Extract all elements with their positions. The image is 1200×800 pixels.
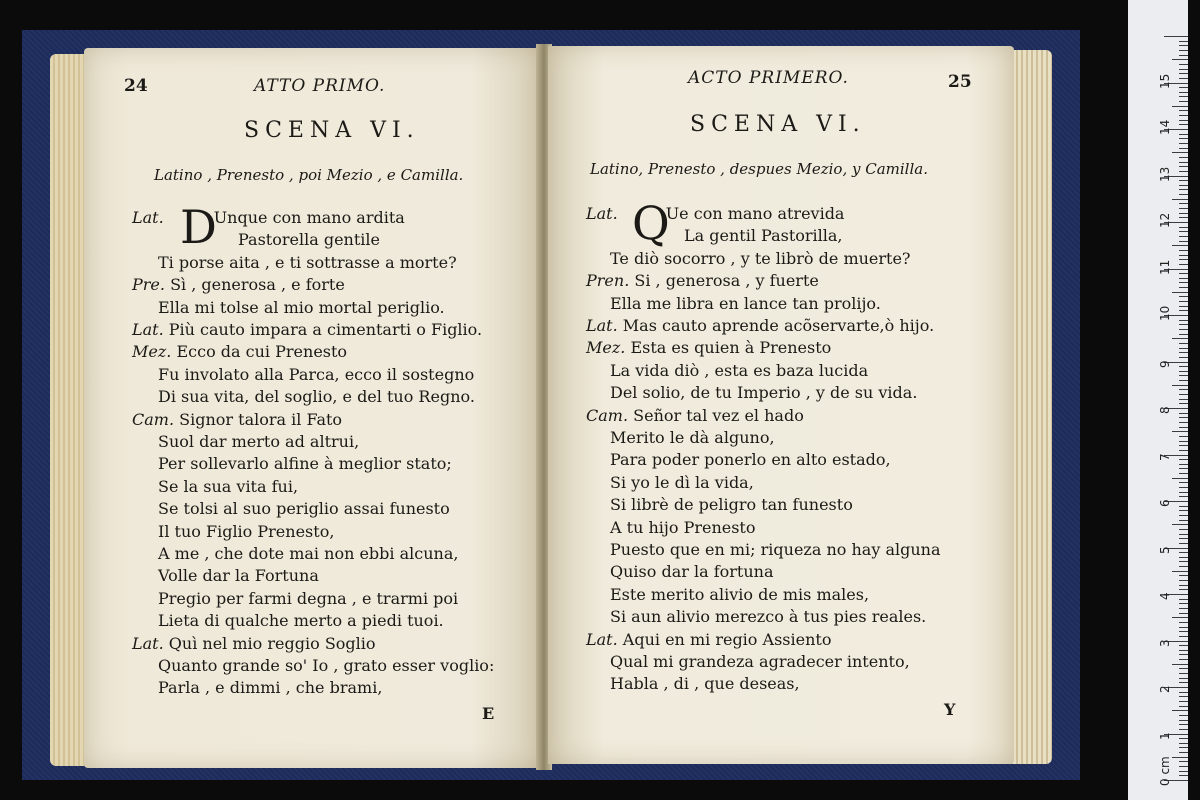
ruler-tick: [1179, 69, 1188, 70]
drop-cap: D: [180, 200, 217, 254]
left-page: [84, 48, 540, 768]
ruler-tick: [1179, 203, 1188, 204]
running-head: ACTO PRIMERO.: [688, 68, 849, 88]
ruler-tick: [1179, 92, 1188, 93]
ruler-tick: [1179, 580, 1188, 581]
ruler-tick: [1179, 185, 1188, 186]
verse-text: La gentil Pastorilla,: [684, 226, 843, 246]
ruler-tick: [1179, 217, 1188, 218]
ruler-tick: [1179, 534, 1188, 535]
ruler-tick: [1179, 403, 1188, 404]
ruler-tick: [1179, 692, 1188, 693]
ruler-label: 2: [1158, 685, 1172, 693]
ruler-tick: [1179, 701, 1188, 702]
signature-mark: E: [482, 704, 495, 723]
ruler-tick: [1179, 427, 1188, 428]
speaker-label: Lat.: [132, 320, 164, 339]
verse-line: [610, 674, 800, 693]
verse-text: Signor talora il Fato: [179, 409, 343, 429]
ruler-tick: [1172, 478, 1188, 479]
ruler-tick: [1179, 78, 1188, 79]
ruler-tick: [1179, 599, 1188, 600]
ruler-tick: [1179, 422, 1188, 423]
ruler-label: 12: [1158, 212, 1172, 228]
ruler-tick: [1179, 510, 1188, 511]
character-list: Latino , Prenesto , poi Mezio , e Camilla.: [154, 166, 464, 184]
ruler-label: 10: [1158, 305, 1172, 321]
verse-line: [610, 652, 910, 671]
verse-line: [158, 365, 474, 384]
verse-line: [158, 522, 334, 541]
ruler-tick: [1179, 278, 1188, 279]
ruler-tick: [1179, 324, 1188, 325]
verse-text: La vida diò , esta es baza lucida: [610, 360, 869, 380]
ruler-tick: [1179, 180, 1188, 181]
ruler-tick: [1179, 659, 1188, 660]
verse-line: [586, 630, 831, 649]
speaker-label: Pre.: [132, 275, 165, 295]
verse-line: [158, 387, 475, 406]
verse-line: [158, 499, 450, 518]
verse-line: [158, 253, 457, 272]
ruler-label: 3: [1158, 638, 1172, 647]
verse-line: [158, 678, 382, 697]
ruler-tick: [1179, 241, 1188, 242]
verse-text: Ti porse aita , e ti sottrasse a morte?: [158, 252, 457, 272]
ruler-tick: [1179, 696, 1188, 697]
ruler-tick: [1179, 399, 1188, 400]
verse-line: [132, 320, 482, 339]
verse-text: Pastorella gentile: [238, 230, 380, 250]
ruler-tick: [1179, 747, 1188, 748]
ruler-tick: [1179, 236, 1188, 237]
verse-text: Señor tal vez el hado: [633, 405, 804, 425]
drop-cap: Q: [632, 196, 670, 250]
ruler-tick: [1179, 752, 1188, 753]
verse-line: [158, 566, 319, 585]
ruler-tick: [1179, 613, 1188, 614]
ruler-tick: [1179, 329, 1188, 330]
ruler-tick: [1164, 36, 1188, 37]
ruler-tick: [1179, 162, 1188, 163]
verse-line: [238, 230, 380, 249]
ruler-tick: [1179, 650, 1188, 651]
ruler-tick: [1179, 287, 1188, 288]
verse-text: Per sollevarlo alfine à meglior stato;: [158, 454, 452, 474]
ruler-tick: [1179, 771, 1188, 772]
ruler-tick: [1179, 552, 1188, 553]
verse-text: Quiso dar la fortuna: [610, 562, 774, 582]
ruler-tick: [1179, 585, 1188, 586]
ruler-tick: [1179, 645, 1188, 646]
verse-line: [132, 208, 405, 227]
verse-line: [586, 338, 831, 357]
ruler-tick: [1179, 143, 1188, 144]
ruler-tick: [1179, 148, 1188, 149]
verse-text: Più cauto impara a cimentarti o Figlio.: [168, 320, 483, 339]
ruler-tick: [1179, 73, 1188, 74]
verse-line: [586, 316, 934, 335]
ruler-tick: [1179, 473, 1188, 474]
ruler-tick: [1172, 152, 1188, 153]
ruler-tick: [1179, 482, 1188, 483]
ruler-tick: [1179, 622, 1188, 623]
ruler-tick: [1179, 310, 1188, 311]
ruler-tick: [1179, 492, 1188, 493]
verse-text: Ue con mano atrevida: [665, 204, 845, 223]
ruler-tick: [1179, 366, 1188, 367]
ruler-tick: [1179, 115, 1188, 116]
verse-text: Pregio per farmi degna , e trarmi poi: [158, 588, 459, 608]
ruler-tick: [1179, 459, 1188, 460]
ruler-tick: [1179, 520, 1188, 521]
ruler-tick: [1179, 496, 1188, 497]
verse-text: Fu involato alla Parca, ecco il sostegno: [158, 364, 475, 384]
ruler-tick: [1172, 199, 1188, 200]
ruler-tick: [1172, 106, 1188, 107]
ruler-tick: [1179, 766, 1188, 767]
ruler-tick: [1172, 59, 1188, 60]
verse-text: Si librè de peligro tan funesto: [610, 495, 853, 515]
ruler-tick: [1172, 664, 1188, 665]
verse-text: Del solio, de tu Imperio , y de su vida.: [610, 383, 918, 403]
ruler-tick: [1179, 627, 1188, 628]
ruler-tick: [1179, 529, 1188, 530]
ruler-tick: [1179, 320, 1188, 321]
ruler-tick: [1179, 445, 1188, 446]
ruler-label: 5: [1158, 545, 1172, 554]
verse-line: [684, 226, 843, 245]
ruler-label: 4: [1158, 592, 1172, 600]
ruler-tick: [1179, 417, 1188, 418]
verse-text: Volle dar la Fortuna: [158, 566, 319, 586]
verse-text: Se la sua vita fui,: [158, 476, 299, 496]
speaker-label: Lat.: [586, 204, 618, 223]
ruler-tick: [1172, 385, 1188, 386]
ruler-tick: [1179, 227, 1188, 228]
ruler-tick: [1179, 450, 1188, 451]
ruler-tick: [1179, 255, 1188, 256]
ruler-tick: [1179, 55, 1188, 56]
verse-line: [158, 432, 359, 451]
verse-text: Puesto que en mi; riqueza no hay alguna: [610, 540, 941, 559]
verse-text: A tu hijo Prenesto: [610, 517, 756, 537]
verse-line: [132, 410, 342, 429]
ruler-tick: [1179, 715, 1188, 716]
ruler-tick: [1179, 673, 1188, 674]
ruler-tick: [1179, 231, 1188, 232]
ruler-tick: [1179, 468, 1188, 469]
ruler-tick: [1179, 96, 1188, 97]
verse-text: Unque con mano ardita: [213, 208, 405, 227]
verse-line: [610, 428, 775, 447]
signature-mark: Y: [944, 700, 956, 719]
speaker-label: Lat.: [586, 316, 618, 335]
verse-text: Ecco da cui Prenesto: [176, 342, 348, 362]
verse-text: Te diò socorro , y te librò de muerte?: [610, 248, 911, 268]
ruler-tick: [1179, 724, 1188, 725]
verse-line: [610, 495, 853, 514]
ruler-tick: [1179, 557, 1188, 558]
page-number: 25: [948, 72, 972, 92]
ruler-tick: [1179, 515, 1188, 516]
ruler-label: 15: [1158, 73, 1172, 89]
ruler-tick: [1179, 120, 1188, 121]
ruler-tick: [1179, 566, 1188, 567]
verse-line: [610, 518, 756, 537]
ruler-tick: [1179, 306, 1188, 307]
verse-text: Ella mi tolse al mio mortal periglio.: [158, 297, 445, 317]
verse-text: Este merito alivio de mis males,: [610, 584, 870, 604]
ruler-label: 13: [1158, 166, 1172, 182]
verse-text: Aqui en mi regio Assiento: [622, 629, 832, 649]
ruler-tick: [1179, 543, 1188, 544]
ruler-tick: [1179, 608, 1188, 609]
verse-text: Si aun alivio merezco à tus pies reales.: [610, 607, 927, 627]
ruler-tick: [1179, 729, 1188, 730]
scene-title: SCENA VI.: [244, 118, 420, 143]
ruler-tick: [1179, 678, 1188, 679]
ruler-label: 1: [1158, 731, 1172, 740]
verse-text: Para poder ponerlo en alto estado,: [610, 450, 891, 470]
ruler-tick: [1179, 110, 1188, 111]
verse-line: [610, 249, 911, 268]
ruler-tick: [1179, 348, 1188, 349]
verse-text: Ella me libra en lance tan prolijo.: [610, 293, 881, 313]
page-edges-right: [1008, 50, 1052, 764]
ruler-tick: [1179, 775, 1188, 776]
ruler-tick: [1179, 250, 1188, 251]
ruler-tick: [1179, 654, 1188, 655]
ruler-tick: [1179, 561, 1188, 562]
ruler-label: 14: [1158, 119, 1172, 135]
ruler-tick: [1179, 343, 1188, 344]
speaker-label: Lat.: [132, 208, 164, 227]
ruler-tick: [1179, 436, 1188, 437]
verse-line: [610, 383, 917, 402]
ruler-tick: [1179, 668, 1188, 669]
speaker-label: Mez.: [132, 342, 172, 362]
ruler-tick: [1179, 64, 1188, 65]
ruler-tick: [1179, 720, 1188, 721]
ruler-tick: [1179, 352, 1188, 353]
ruler-tick: [1179, 189, 1188, 190]
ruler-tick: [1179, 124, 1188, 125]
measurement-ruler: [1128, 0, 1188, 800]
verse-text: Merito le dà alguno,: [610, 428, 775, 447]
ruler-tick: [1172, 338, 1188, 339]
ruler-tick: [1179, 631, 1188, 632]
ruler-tick: [1179, 441, 1188, 442]
ruler-label: 6: [1158, 499, 1172, 507]
ruler-tick: [1179, 101, 1188, 102]
ruler-tick: [1179, 166, 1188, 167]
verse-line: [158, 544, 458, 563]
verse-text: A me , che dote mai non ebbi alcuna,: [158, 544, 459, 563]
ruler-tick: [1179, 45, 1188, 46]
ruler-tick: [1172, 757, 1188, 758]
ruler-tick: [1172, 617, 1188, 618]
ruler-label: 7: [1158, 452, 1172, 461]
ruler-tick: [1179, 761, 1188, 762]
verse-line: [158, 298, 445, 317]
ruler-tick: [1179, 157, 1188, 158]
verse-line: [158, 454, 452, 473]
verse-text: Si yo le dì la vida,: [610, 472, 754, 492]
speaker-label: Mez.: [586, 338, 626, 358]
verse-line: [610, 562, 774, 581]
ruler-tick: [1179, 487, 1188, 488]
verse-line: [586, 406, 804, 425]
speaker-label: Pren.: [586, 271, 630, 291]
verse-line: [158, 656, 494, 675]
ruler-tick: [1179, 208, 1188, 209]
ruler-tick: [1179, 682, 1188, 683]
ruler-label: 11: [1158, 259, 1172, 275]
ruler-tick: [1179, 264, 1188, 265]
verse-line: [158, 611, 444, 630]
right-page: [548, 46, 1014, 764]
verse-text: Suol dar merto ad altrui,: [158, 432, 360, 451]
ruler-tick: [1172, 710, 1188, 711]
ruler-tick: [1179, 194, 1188, 195]
running-head: ATTO PRIMO.: [254, 76, 386, 96]
ruler-tick: [1172, 431, 1188, 432]
ruler-tick: [1179, 575, 1188, 576]
verse-text: Il tuo Figlio Prenesto,: [158, 521, 335, 541]
verse-line: [586, 271, 819, 290]
ruler-tick: [1179, 134, 1188, 135]
verse-line: [610, 361, 868, 380]
verse-text: Si , generosa , y fuerte: [634, 271, 819, 291]
verse-line: [610, 450, 891, 469]
ruler-tick: [1172, 571, 1188, 572]
verse-line: [132, 275, 345, 294]
ruler-tick: [1179, 389, 1188, 390]
ruler-tick: [1179, 413, 1188, 414]
verse-line: [610, 585, 869, 604]
verse-line: [132, 634, 376, 653]
verse-text: Quanto grande so' Io , grato esser voglio:: [158, 656, 495, 675]
verse-text: Habla , di , que deseas,: [610, 674, 800, 694]
ruler-tick: [1179, 282, 1188, 283]
verse-text: Di sua vita, del soglio, e del tuo Regno.: [158, 387, 475, 407]
ruler-tick: [1179, 334, 1188, 335]
ruler-tick: [1179, 259, 1188, 260]
verse-text: Sì , generosa , e forte: [170, 275, 345, 295]
speaker-label: Cam.: [132, 409, 175, 429]
verse-line: [610, 540, 941, 559]
ruler-label: 0 cm: [1158, 756, 1172, 786]
ruler-tick: [1179, 138, 1188, 139]
ruler-tick: [1179, 738, 1188, 739]
ruler-tick: [1179, 636, 1188, 637]
verse-line: [610, 473, 754, 492]
verse-line: [610, 294, 881, 313]
ruler-tick: [1179, 380, 1188, 381]
verse-text: Se tolsi al suo periglio assai funesto: [158, 499, 450, 519]
ruler-tick: [1179, 394, 1188, 395]
ruler-tick: [1179, 171, 1188, 172]
verse-text: Parla , e dimmi , che brami,: [158, 678, 383, 698]
verse-text: Lieta di qualche merto a piedi tuoi.: [158, 611, 444, 631]
ruler-tick: [1179, 538, 1188, 539]
ruler-tick: [1179, 706, 1188, 707]
character-list: Latino, Prenesto , despues Mezio, y Camilla.: [590, 160, 928, 178]
page-number: 24: [124, 76, 148, 96]
verse-line: [132, 342, 347, 361]
ruler-label: 9: [1158, 359, 1172, 368]
ruler-tick: [1179, 357, 1188, 358]
ruler-tick: [1179, 87, 1188, 88]
ruler-tick: [1179, 41, 1188, 42]
ruler-tick: [1179, 743, 1188, 744]
ruler-tick: [1179, 589, 1188, 590]
ruler-tick: [1172, 245, 1188, 246]
verse-text: Qual mi grandeza agradecer intento,: [610, 652, 910, 671]
verse-text: Quì nel mio reggio Soglio: [168, 633, 376, 653]
ruler-tick: [1179, 213, 1188, 214]
ruler-label: 8: [1158, 406, 1172, 414]
ruler-tick: [1172, 524, 1188, 525]
verse-text: Esta es quien à Prenesto: [630, 338, 832, 358]
ruler-tick: [1179, 506, 1188, 507]
verse-line: [158, 477, 298, 496]
ruler-tick: [1179, 371, 1188, 372]
ruler-tick: [1172, 292, 1188, 293]
speaker-label: Lat.: [586, 629, 618, 649]
ruler-tick: [1179, 375, 1188, 376]
ruler-tick: [1179, 603, 1188, 604]
scene-title: SCENA VI.: [690, 112, 866, 137]
verse-line: [586, 204, 844, 223]
ruler-tick: [1179, 273, 1188, 274]
ruler-tick: [1179, 301, 1188, 302]
speaker-label: Lat.: [132, 633, 164, 653]
verse-line: [158, 589, 458, 608]
ruler-tick: [1179, 464, 1188, 465]
ruler-tick: [1179, 296, 1188, 297]
verse-line: [610, 607, 926, 626]
ruler-tick: [1179, 50, 1188, 51]
verse-text: Mas cauto aprende acõservarte,ò hijo.: [622, 316, 935, 335]
speaker-label: Cam.: [586, 405, 629, 425]
